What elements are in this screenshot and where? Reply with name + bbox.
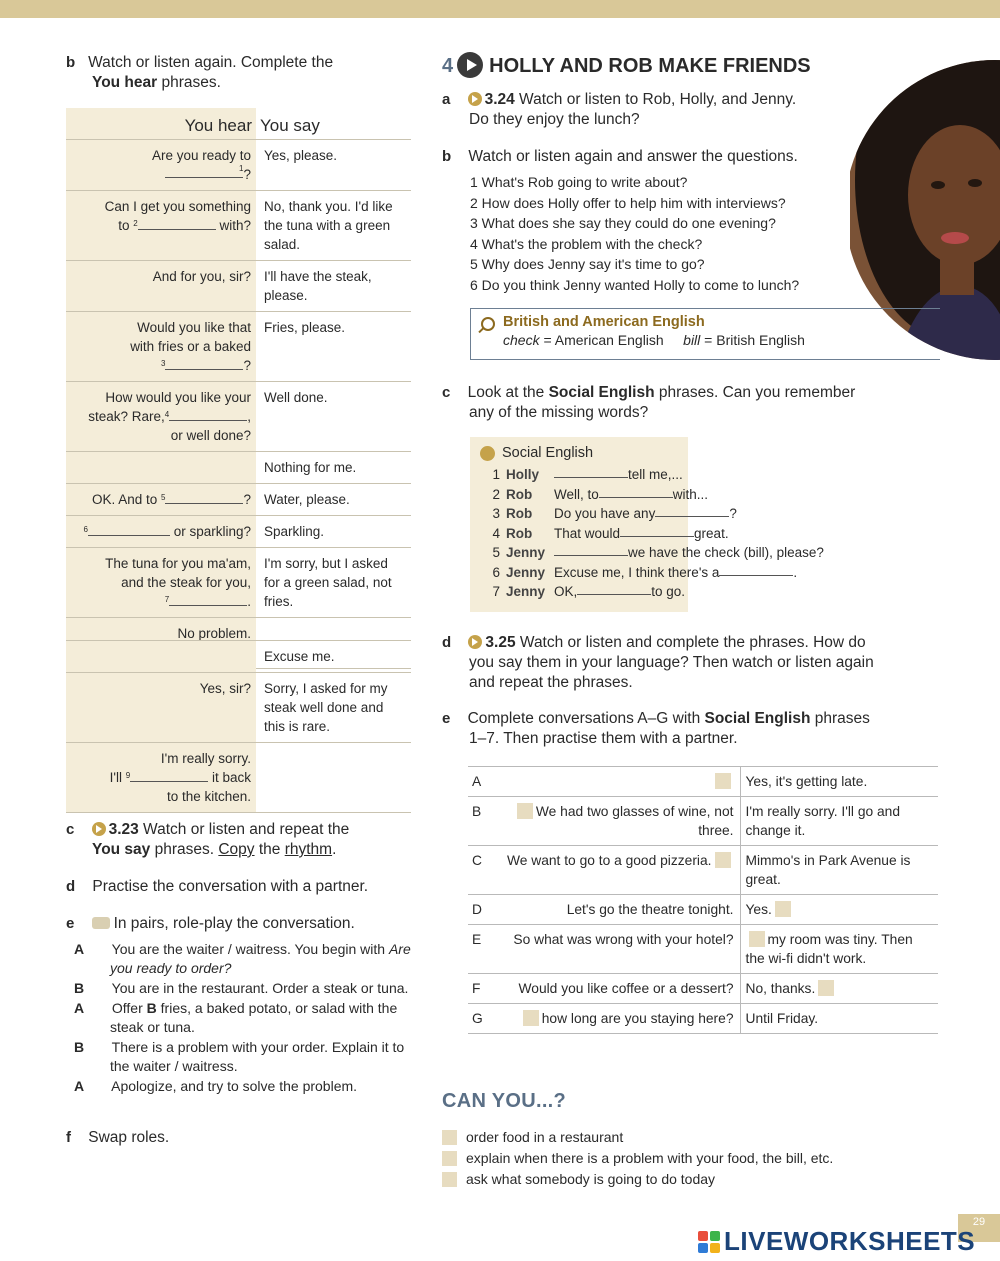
conversation-line-2: No, thanks. [740,974,938,1004]
list-item: B You are in the restaurant. Order a steak or tuna. [74,980,409,996]
you-say-cell: Fries, please. [256,312,411,382]
table-row [468,797,938,846]
answer-box[interactable] [517,803,533,819]
answer-blank-1[interactable]: 1 [165,165,243,178]
conversation-line-1: Would you like coffee or a dessert? [492,974,740,1004]
instruction-bold: You hear [92,74,158,91]
conversation-line-1 [492,767,740,797]
you-say-cell: Sorry, I asked for my steak well done and this is rare. [256,673,411,743]
you-say-cell: Yes, please. [256,140,411,191]
list-item: 2 How does Holly offer to help him with interviews? [470,194,786,211]
conversation-line-2: Mimmo's in Park Avenue is great. [740,846,938,895]
list-item: 6 Do you think Jenny wanted Holly to come to lunch? [470,276,800,293]
british-american-box: British and American English check = American English bill = British English [470,308,940,360]
table-row [468,846,938,895]
exercise-letter: b [66,54,76,71]
exercise-f-left: f Swap roles. [66,1129,170,1146]
answer-blank-9[interactable] [130,769,208,782]
conversation-letter: E [468,925,492,974]
list-item: 3 What does she say they could do one evening? [470,215,776,232]
conversation-letter: A [468,767,492,797]
can-you-title: CAN YOU...? [442,1090,567,1112]
conversation-line-1: how long are you staying here? [492,1004,740,1034]
header-you-hear: You hear [66,108,256,140]
list-item: 4 What's the problem with the check? [470,235,703,252]
conversation-line-2: Yes, it's getting late. [740,767,938,797]
answer-blank-6[interactable] [88,523,170,536]
question-list [470,172,860,296]
you-say-cell: I'll have the steak, please. [256,261,411,312]
table-row [468,767,938,797]
table-row [66,382,411,452]
you-hear-cell: OK. And to $^5$ ? [66,484,256,516]
you-say-cell: Nothing for me. [256,452,411,484]
list-item: 4 Rob That would great. [492,525,729,541]
table-row [66,140,411,191]
conversation-line-2: I'm really sorry. I'll go and change it. [740,797,938,846]
magnifier-icon [481,317,495,331]
checkbox[interactable] [442,1172,457,1187]
pair-work-icon [92,917,110,929]
table-row [66,191,411,261]
exercise-e-right: e Complete conversations A–G with Social English phrases 1–7. Then practise them with a partner. [442,710,870,747]
list-item: A Offer B fries, a baked potato, or salad with the steak or tuna. [74,1000,398,1035]
exercise-d-left: d Practise the conversation with a partner. [66,878,369,895]
exercise-d-right: d 3.25 Watch or listen and complete the phrases. How do you say them in your language? Then watch or listen again and repeat the phrases. [442,634,874,691]
dialog-table-1 [66,108,411,669]
answer-box[interactable] [715,773,731,789]
table-row [66,743,411,813]
exercise-b-right: b Watch or listen again and answer the questions. [442,148,798,165]
you-hear-cell: The tuna for you ma'am, and the steak for you, $^7$ . [66,548,256,618]
list-item: 3 Rob Do you have any ? [492,506,737,521]
you-say-cell: Excuse me. [256,641,411,673]
conversation-letter: D [468,895,492,925]
liveworksheets-logo: LIVEWORKSHEETS [698,1226,975,1257]
conversation-letter: C [468,846,492,895]
logo-grid-icon [698,1231,720,1253]
checkbox[interactable] [442,1130,457,1145]
you-hear-cell: $^6$ or sparkling? [66,516,256,548]
page-number: 29 [958,1214,1000,1242]
audio-icon[interactable] [92,822,106,836]
you-say-cell: I'm sorry, but I asked for a green salad, not fries. [256,548,411,618]
conversation-line-1: So what was wrong with your hotel? [492,925,740,974]
list-item: 5 Why does Jenny say it's time to go? [470,256,705,273]
answer-blank[interactable] [554,465,628,478]
answer-box[interactable] [775,901,791,917]
dialog-table-2 [66,640,411,813]
table-row [468,925,938,974]
table-row [66,548,411,618]
answer-blank[interactable] [719,563,793,576]
conversation-letter: B [468,797,492,846]
you-say-cell: Sparkling. [256,516,411,548]
answer-box[interactable] [818,980,834,996]
exercise-c-right: c Look at the Social English phrases. Can you remember any of the missing words? [442,384,856,421]
conversation-line-2: Yes. [740,895,938,925]
conversations-table [468,766,938,1034]
list-item: 6 Jenny Excuse me, I think there's a . [492,564,798,580]
list-item: A You are the waiter / waitress. You begin with Are you ready to order? [74,941,411,976]
answer-box[interactable] [715,852,731,868]
audio-icon[interactable] [468,92,482,106]
role-play-list [74,940,414,1096]
answer-box[interactable] [523,1010,539,1026]
answer-blank[interactable] [554,543,628,556]
conversation-letter: F [468,974,492,1004]
conversation-line-2: my room was tiny. Then the wi-fi didn't work. [740,925,938,974]
audio-icon[interactable] [468,635,482,649]
list-item: 7 Jenny OK, to go. [492,584,686,599]
you-hear-cell: Are you ready to $^1$? [66,140,256,191]
header-you-say: You say [260,116,320,135]
list-item: 1 What's Rob going to write about? [470,174,688,190]
list-item: ask what somebody is going to do today [442,1169,833,1190]
checkbox[interactable] [442,1151,457,1166]
table-row [468,895,938,925]
list-item: 2 Rob Well, to with... [492,486,709,502]
table-row [66,673,411,743]
section-title: 4 HOLLY AND ROB MAKE FRIENDS [442,52,811,78]
answer-blank[interactable] [577,582,651,595]
conversation-letter: G [468,1004,492,1034]
answer-blank[interactable] [655,504,729,517]
conversation-line-1: Let's go the theatre tonight. [492,895,740,925]
list-item: A Apologize, and try to solve the problem. [74,1078,358,1094]
table-row [66,516,411,548]
conversation-line-1: We had two glasses of wine, not three. [492,797,740,846]
list-item: order food in a restaurant [442,1127,833,1148]
you-say-cell [256,743,411,813]
list-item: 1 Holly tell me,... [492,467,683,482]
table-row [66,452,411,484]
you-hear-cell: I'm really sorry. I'll $^9$ it back to the kitchen. [66,743,256,813]
you-hear-cell: Can I get you something to $^2$ with? [66,191,256,261]
answer-blank[interactable] [599,485,673,498]
conversation-line-2: Until Friday. [740,1004,938,1034]
instruction-rest: phrases. [157,74,221,91]
answer-blank-2[interactable] [138,217,216,230]
play-video-icon[interactable] [457,52,483,78]
answer-blank[interactable] [620,524,694,537]
you-hear-cell: Yes, sir? [66,673,256,743]
you-say-cell: No, thank you. I'd like the tuna with a green salad. [256,191,411,261]
social-english-box: Social English 1 Holly tell me,... 2 Rob Well, to with... 3 Rob Do you have any ? 4 Rob That would great. 5 Jenny we have the check (bill), please? 6 Jenny Excuse me, I think there's a . 7 Jenny OK, to go. [470,437,688,612]
table-row [66,484,411,516]
table-row [66,641,411,673]
answer-blank-4[interactable] [169,408,247,421]
you-hear-cell [66,641,256,673]
you-hear-cell: And for you, sir? [66,261,256,312]
exercise-c-left: c 3.23 Watch or listen and repeat the You say phrases. Copy the rhythm. [66,821,350,858]
answer-blank-7[interactable] [169,593,247,606]
answer-blank-5[interactable] [165,491,243,504]
top-color-bar [0,0,1000,18]
list-item: 5 Jenny we have the check (bill), please? [492,545,824,560]
you-hear-cell: How would you like your steak? Rare,$^4$ , or well done? [66,382,256,452]
list-item: explain when there is a problem with your food, the bill, etc. [442,1148,833,1169]
instruction-line: Watch or listen again. Complete the [88,54,334,71]
exercise-e-left: e In pairs, role-play the conversation. [66,915,355,932]
you-say-cell: Well done. [256,382,411,452]
table-row [468,1004,938,1034]
table-row [66,312,411,382]
you-hear-cell [66,452,256,484]
list-item: B There is a problem with your order. Explain it to the waiter / waitress. [74,1039,405,1074]
you-say-cell: Water, please. [256,484,411,516]
conversation-line-1: We want to go to a good pizzeria. [492,846,740,895]
answer-blank-3[interactable] [165,357,243,370]
speech-bubble-icon [480,446,495,461]
exercise-b-left [66,53,411,93]
answer-box[interactable] [749,931,765,947]
can-you-list [442,1127,833,1190]
table-row [66,261,411,312]
table-row [468,974,938,1004]
you-hear-cell: Would you like that with fries or a baked $^3$ ? [66,312,256,382]
exercise-a-right: a 3.24 Watch or listen to Rob, Holly, and Jenny. Do they enjoy the lunch? [442,91,797,128]
you-hear-cell: No problem. [66,618,256,669]
